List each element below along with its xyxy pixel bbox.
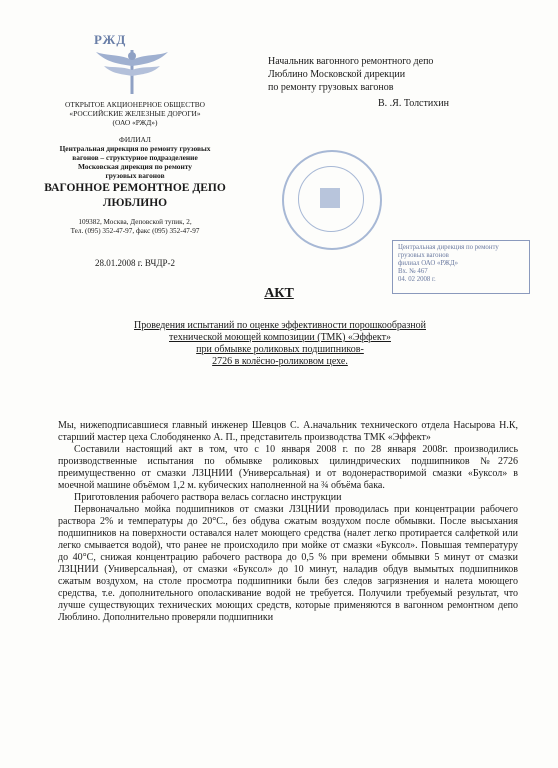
stamp-line-5: 04. 02 2008 г. bbox=[398, 276, 436, 283]
logo-wordmark: РЖД bbox=[94, 32, 127, 47]
document-subject bbox=[60, 320, 500, 368]
org-line-1: ОТКРЫТОЕ АКЦИОНЕРНОЕ ОБЩЕСТВО bbox=[65, 100, 205, 109]
document-title: АКТ bbox=[264, 286, 294, 301]
addressee-name: В. .Я. Толстихин bbox=[378, 98, 449, 109]
subject-line-4: 2726 в колёсно-роликовом цехе. bbox=[212, 356, 348, 367]
organization-header bbox=[20, 100, 250, 236]
org-line-3: (ОАО «РЖД») bbox=[112, 118, 158, 127]
stamp-line-4: Вх. № 467 bbox=[398, 268, 428, 275]
body-paragraph-2: Составили настоящий акт в том, что с 10 января 2008 г. по 28 января 2008г. производились производственные испытания по обмывке роликовых цилиндрических подшипников №2726 преимущественно от смазки ЛЗЦНИИ (Универсальная) и от водонерастворимой смазки «Буксол» в моечной машине объёмом 1,2 м. кубических наполненной на ¾ объёма бака. bbox=[58, 444, 518, 491]
branch-line-2: вагонов – структурное подразделение bbox=[72, 153, 198, 162]
body-paragraph-4: Первоначально мойка подшипников от смазки ЛЗЦНИИ проводилась при концентрации рабочего раствора 2% и температуры до 20°С., без обдува сжатым воздухом после обмывки. После высыхания подшипников на поверхности оставался налет моющего средства (налет легко протирается салфеткой или легко смывается водой), что ранее не происходило при мойке от смазки «Буксол». Повышая температуру до 40°С, снижая концентрацию рабочего раствора до 0,5 % при времени обмывки 5 минут от смазки ЛЗЦНИИ (Универсальная), от смазки «Буксол» до 10 минут, наладив обдув вымытых подшипников сжатым воздухом, на столе просмотра подшипники были без следов загрязнения и налета моющего средства, т.е. дополнительного ополаскивание водой не требуется. Получили требуемый результат, что лучше существующих технических моющих средств, которые применяются в вагонном ремонтном депо Люблино. Дополнительно проверяли подшипники bbox=[58, 504, 518, 623]
body-paragraph-3: Приготовления рабочего раствора велась согласно инструкции bbox=[74, 492, 342, 503]
addressee-line-3: по ремонту грузовых вагонов bbox=[268, 82, 394, 93]
stamp-line-3: филиал ОАО «РЖД» bbox=[398, 260, 459, 267]
subject-line-2: технической моющей композиции (ТМК) «Эффект» bbox=[169, 332, 391, 343]
depot-name-2: ЛЮБЛИНО bbox=[102, 197, 168, 209]
address-line-1: 109382, Москва, Деповской тупик, 2, bbox=[78, 218, 192, 226]
org-line-2: «РОССИЙСКИЕ ЖЕЛЕЗНЫЕ ДОРОГИ» bbox=[69, 109, 201, 118]
depot-name-1: ВАГОННОЕ РЕМОНТНОЕ ДЕПО bbox=[44, 182, 226, 194]
round-seal-emblem-icon bbox=[320, 188, 340, 208]
addressee-block bbox=[268, 55, 508, 94]
branch-line-3: Московская дирекция по ремонту bbox=[78, 162, 192, 171]
body-paragraph-1: Мы, нижеподписавшиеся главный инженер Шевцов С. А.начальник технического отдела Насырова Н.К, старший мастер цеха Слободяненко А. П., представитель производства ТМК «Эффект» bbox=[58, 420, 518, 443]
subject-line-1: Проведения испытаний по оценке эффективности порошкообразной bbox=[134, 320, 426, 331]
address-line-2: Тел. (095) 352-47-97, факс (095) 352-47-97 bbox=[70, 227, 200, 235]
addressee-line-1: Начальник вагонного ремонтного депо bbox=[268, 56, 434, 67]
addressee-line-2: Люблино Московской дирекции bbox=[268, 69, 406, 80]
stamp-line-1: Центральная дирекция по ремонту bbox=[398, 244, 499, 251]
branch-label: ФИЛИАЛ bbox=[119, 135, 151, 144]
stamp-line-2: грузовых вагонов bbox=[398, 252, 449, 259]
date-reference: 28.01.2008 г. ВЧДР-2 bbox=[95, 258, 175, 268]
branch-line-1: Центральная дирекция по ремонту грузовых bbox=[59, 144, 211, 153]
subject-line-3: при обмывке роликовых подшипников- bbox=[196, 344, 364, 355]
document-body bbox=[58, 420, 518, 624]
branch-line-4: грузовых вагонов bbox=[105, 171, 165, 180]
